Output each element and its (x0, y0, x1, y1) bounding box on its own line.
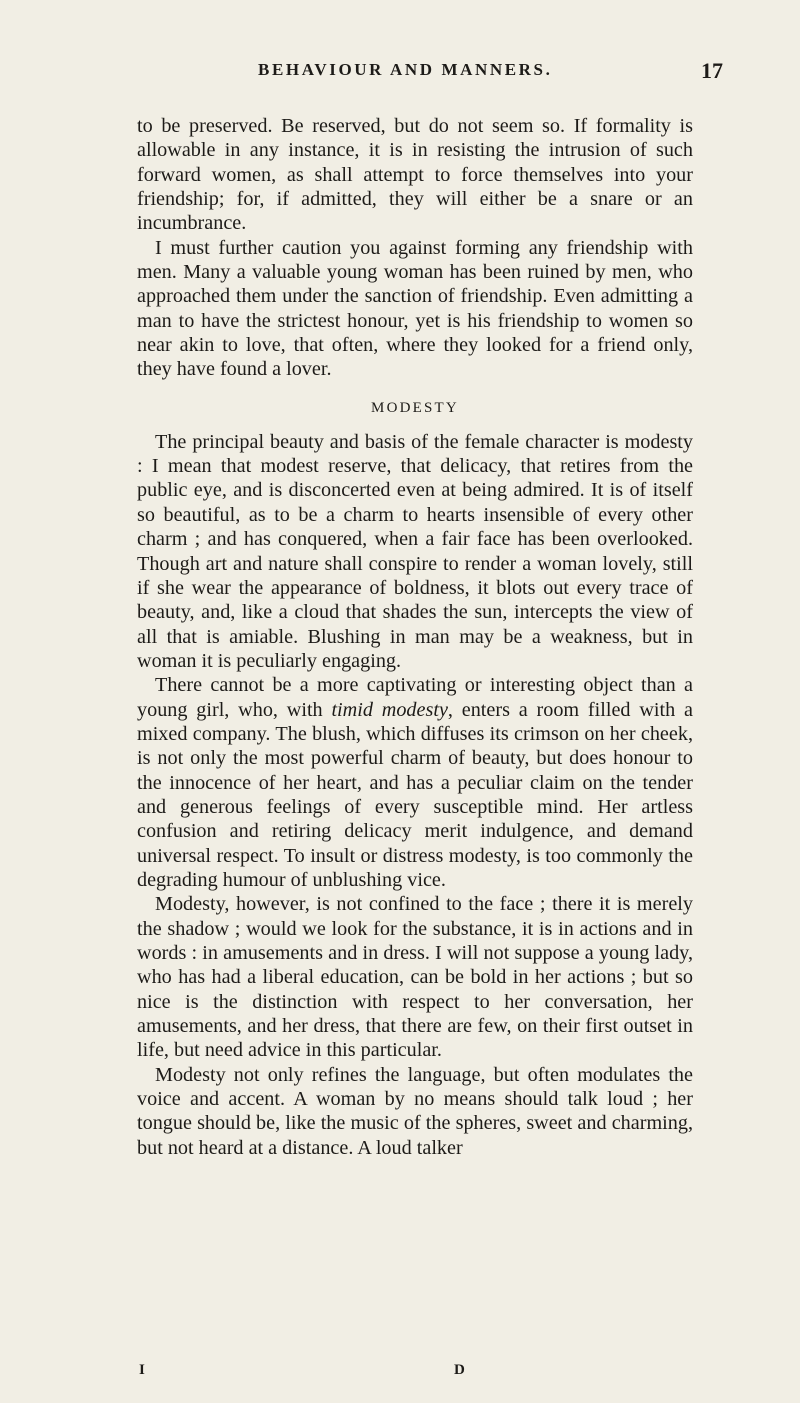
body-text (137, 114, 693, 1160)
paragraph-modesty-voice: Modesty not only refines the language, but often modulates the voice and accent. A woman by no means should talk loud ; her tongue should be, like the music of the spheres, sweet and charming, but not heard at a distance. A loud talker (137, 1063, 693, 1159)
signature-right: D (454, 1362, 465, 1378)
running-title: BEHAVIOUR AND MANNERS. (258, 60, 553, 79)
paragraph-modesty-actions: Modesty, however, is not confined to the face ; there it is merely the shadow ; would we look for the substance, it is in actions and in words : in amusements and in dress. I will not suppose a young lady, who has had a liberal education, can be bold in her actions ; but so nice is the distinction with respect to her conversation, her amusements, and her dress, that there are few, on their first outset in life, but need advice in this particular. (137, 893, 693, 1062)
paragraph-modesty-basis: The principal beauty and basis of the female character is modesty : I mean that modest reserve, that delicacy, that retires from the public eye, and is disconcerted even at being admired. It is of itself so beautiful, as to be a charm to hearts insensible of every other charm ; and has conquered, when a fair face has been overlooked. Though art and nature shall conspire to render a woman lovely, still if she wear the appearance of boldness, it blots out every trace of beauty, and, like a cloud that shades the sun, intercepts the view of all that is amiable. Blushing in man may be a weakness, but in woman it is peculiarly engaging. (137, 430, 693, 672)
page-number: 17 (701, 58, 723, 83)
text-run: , enters a room filled with a mixed company. The blush, which diffuses its crimson on her cheek, is not only the most powerful charm of beauty, but does honour to the innocence of her heart, and has a peculiar claim on the tender and generous feelings of every susceptible mind. Her artless confusion and retiring delicacy merit indulgence, and demand universal respect. To insult or distress modesty, is too commonly the degrading humour of unblushing vice. (137, 698, 693, 891)
italic-phrase: timid modesty (331, 698, 448, 721)
running-head (0, 58, 800, 88)
paragraph-continued: to be preserved. Be reserved, but do not seem so. If formality is allowable in any instance, it is in resisting the intrusion of such forward women, as shall attempt to force themselves into your friendship; for, if admitted, they will either be a snare or an incumbrance. (137, 115, 693, 235)
text-run: There cannot be a more captivating or interesting object than a young girl, who, with (137, 674, 693, 721)
paragraph-friendship-men: I must further caution you against forming any friendship with men. Many a valuable young woman has been ruined by men, who approached them under the sanction of friendship. Even admitting a man to have the strictest honour, yet is his friendship to women so near akin to love, that often, where they looked for a friend only, they have found a lover. (137, 236, 693, 381)
section-heading: MODESTY (371, 399, 459, 416)
signature-marks (0, 1362, 800, 1386)
paragraph-captivating-object (137, 673, 693, 892)
signature-left: I (139, 1362, 145, 1378)
